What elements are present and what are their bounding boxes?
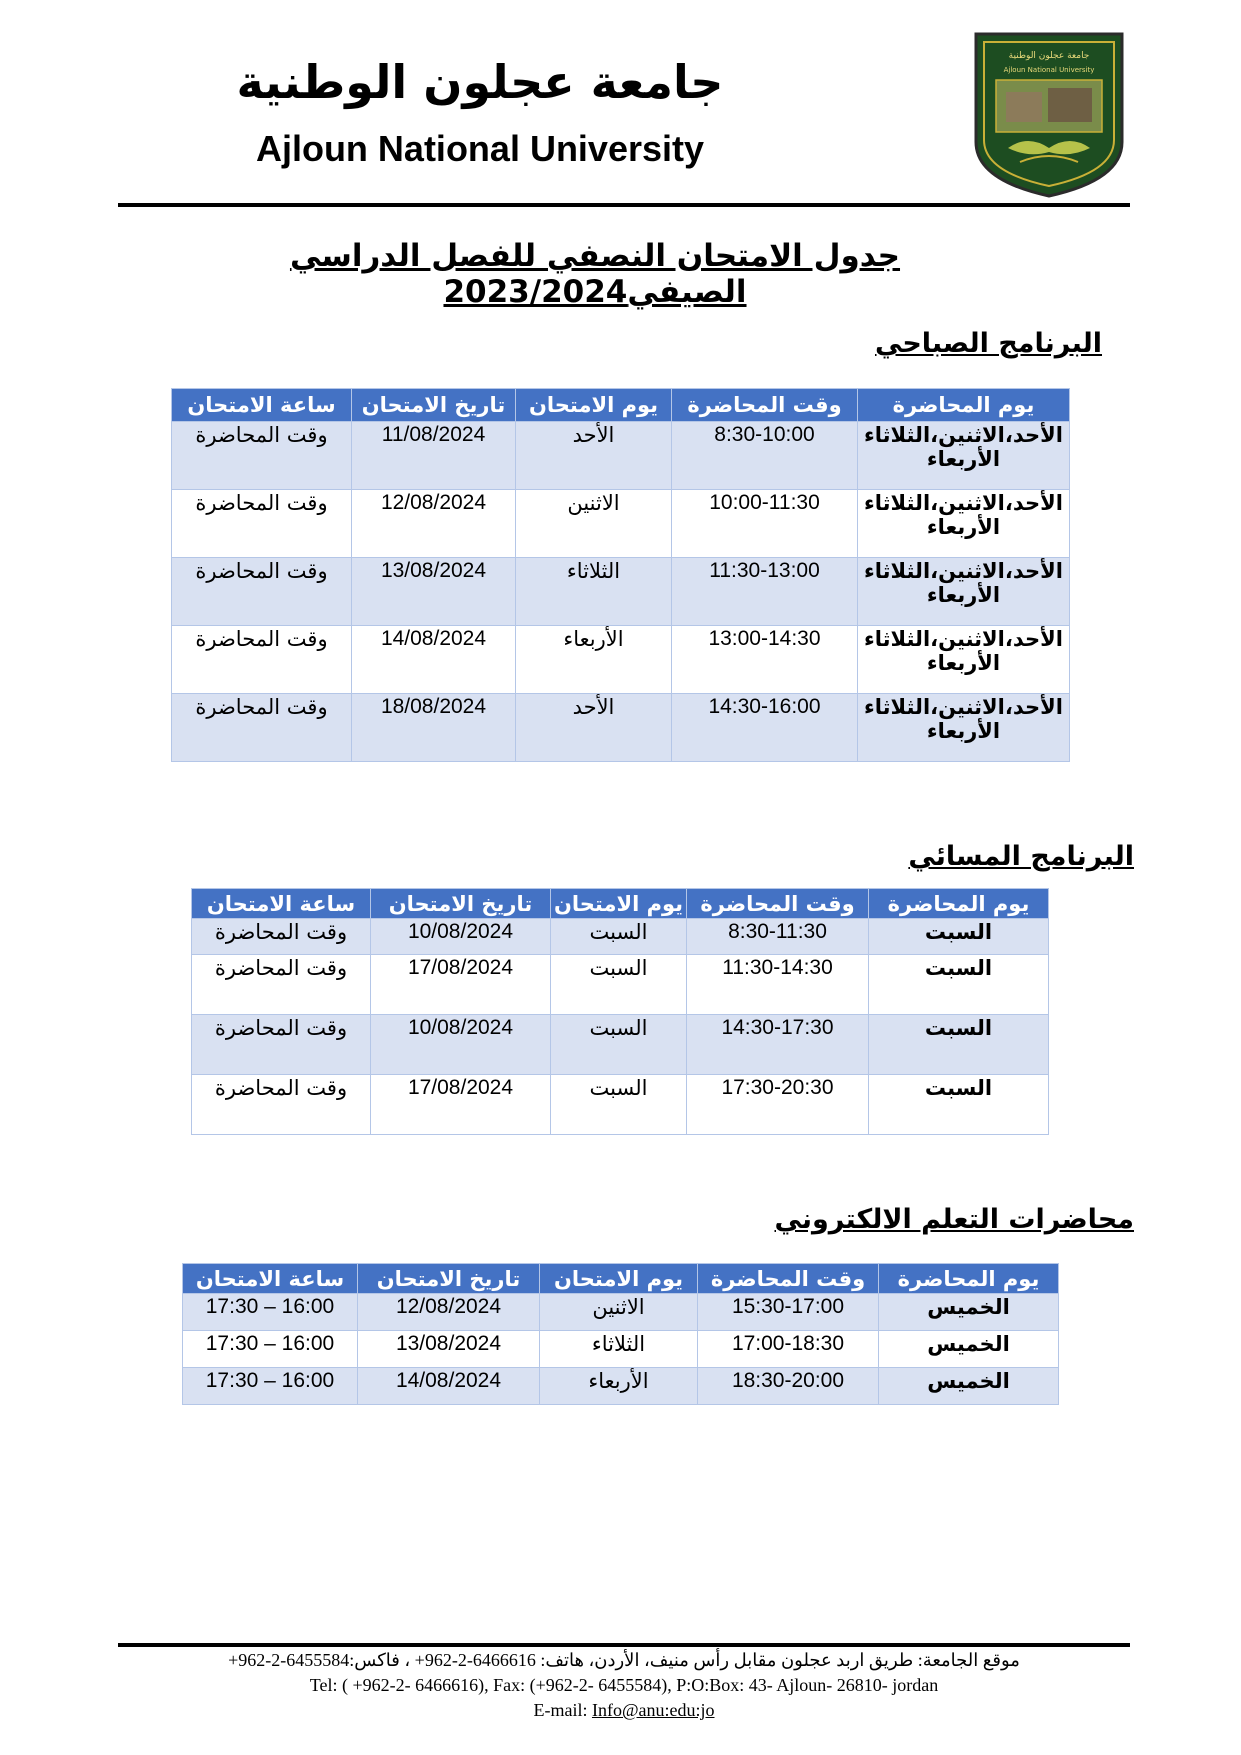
evening-schedule-table (191, 888, 1049, 1135)
exam-day-cell: السبت (551, 919, 687, 955)
lecture-time-cell: 8:30-10:00 (672, 422, 858, 490)
exam-date-cell: 17/08/2024 (371, 955, 551, 1015)
logo-text-arabic: جامعة عجلون الوطنية (1008, 51, 1090, 61)
exam-date-cell: 14/08/2024 (358, 1368, 540, 1405)
column-header-lecture-day: يوم المحاضرة (869, 889, 1049, 919)
lecture-time-cell: 15:30-17:00 (698, 1294, 879, 1331)
column-header-lecture-time: وقت المحاضرة (698, 1264, 879, 1294)
exam-hour-cell: وقت المحاضرة (172, 422, 352, 490)
email-label: E-mail: (533, 1700, 592, 1720)
exam-date-cell: 13/08/2024 (358, 1331, 540, 1368)
column-header-exam-date: تاريخ الامتحان (358, 1264, 540, 1294)
lecture-time-cell: 11:30-14:30 (687, 955, 869, 1015)
lecture-days-cell: السبت (869, 1015, 1049, 1075)
lecture-days-cell: الأحد،الاثنين،الثلاثاء الأربعاء (858, 558, 1070, 626)
table-row (183, 1368, 1059, 1405)
exam-hour-cell: وقت المحاضرة (172, 558, 352, 626)
column-header-exam-day: يوم الامتحان (516, 389, 672, 422)
lecture-time-cell: 8:30-11:30 (687, 919, 869, 955)
morning-schedule-table (171, 388, 1070, 762)
table-row (172, 626, 1070, 694)
exam-date-cell: 12/08/2024 (352, 490, 516, 558)
exam-date-cell: 12/08/2024 (358, 1294, 540, 1331)
table-row (172, 694, 1070, 762)
exam-hour-cell: وقت المحاضرة (192, 919, 371, 955)
column-header-lecture-time: وقت المحاضرة (687, 889, 869, 919)
university-name-english: Ajloun National University (255, 128, 705, 169)
exam-day-cell: الأربعاء (540, 1368, 698, 1405)
elearning-schedule-table (182, 1263, 1059, 1405)
footer-email-line (118, 1700, 1130, 1721)
lecture-days-cell: الأحد،الاثنين،الثلاثاء الأربعاء (858, 694, 1070, 762)
exam-day-cell: الاثنين (540, 1294, 698, 1331)
exam-day-cell: السبت (551, 1075, 687, 1135)
column-header-lecture-day: يوم المحاضرة (879, 1264, 1059, 1294)
exam-day-cell: الأحد (516, 422, 672, 490)
lecture-days-cell: الخميس (879, 1368, 1059, 1405)
header-divider (118, 203, 1130, 207)
lecture-days-cell: الخميس (879, 1294, 1059, 1331)
exam-day-cell: الأحد (516, 694, 672, 762)
lecture-time-cell: 14:30-16:00 (672, 694, 858, 762)
lecture-time-cell: 10:00-11:30 (672, 490, 858, 558)
column-header-exam-date: تاريخ الامتحان (352, 389, 516, 422)
lecture-time-cell: 11:30-13:00 (672, 558, 858, 626)
lecture-days-cell: الأحد،الاثنين،الثلاثاء الأربعاء (858, 422, 1070, 490)
table-row (192, 919, 1049, 955)
university-name-arabic: جامعة عجلون الوطنية (236, 55, 724, 109)
lecture-time-cell: 13:00-14:30 (672, 626, 858, 694)
table-row (192, 955, 1049, 1015)
lecture-days-cell: السبت (869, 955, 1049, 1015)
exam-day-cell: السبت (551, 955, 687, 1015)
footer-contact-english: Tel: ( +962-2- 6466616), Fax: (+962-2- 6455584), P:O:Box: 43- Ajloun- 26810- jordan (309, 1675, 939, 1695)
exam-date-cell: 14/08/2024 (352, 626, 516, 694)
exam-day-cell: الاثنين (516, 490, 672, 558)
exam-hour-cell: 16:00 – 17:30 (183, 1368, 358, 1405)
exam-hour-cell: وقت المحاضرة (172, 626, 352, 694)
column-header-exam-hour: ساعة الامتحان (192, 889, 371, 919)
exam-date-cell: 13/08/2024 (352, 558, 516, 626)
column-header-lecture-time: وقت المحاضرة (672, 389, 858, 422)
column-header-exam-day: يوم الامتحان (551, 889, 687, 919)
evening-section-heading: البرنامج المسائي (908, 841, 1134, 872)
table-row (172, 558, 1070, 626)
table-row (183, 1294, 1059, 1331)
column-header-lecture-day: يوم المحاضرة (858, 389, 1070, 422)
morning-section-heading: البرنامج الصباحي (875, 328, 1102, 359)
lecture-time-cell: 17:00-18:30 (698, 1331, 879, 1368)
table-row (192, 1015, 1049, 1075)
lecture-days-cell: الأحد،الاثنين،الثلاثاء الأربعاء (858, 626, 1070, 694)
lecture-days-cell: السبت (869, 919, 1049, 955)
column-header-exam-hour: ساعة الامتحان (183, 1264, 358, 1294)
exam-date-cell: 10/08/2024 (371, 1015, 551, 1075)
exam-day-cell: الثلاثاء (540, 1331, 698, 1368)
table-row (183, 1331, 1059, 1368)
column-header-exam-date: تاريخ الامتحان (371, 889, 551, 919)
exam-date-cell: 17/08/2024 (371, 1075, 551, 1135)
elearning-section-heading: محاضرات التعلم الالكتروني (774, 1204, 1134, 1235)
exam-hour-cell: وقت المحاضرة (192, 955, 371, 1015)
exam-day-cell: السبت (551, 1015, 687, 1075)
column-header-exam-day: يوم الامتحان (540, 1264, 698, 1294)
page-title: جدول الامتحان النصفي للفصل الدراسي الصيفي2023/2024 (289, 238, 901, 310)
footer-divider (118, 1643, 1130, 1647)
lecture-time-cell: 18:30-20:00 (698, 1368, 879, 1405)
exam-day-cell: الثلاثاء (516, 558, 672, 626)
lecture-days-cell: الأحد،الاثنين،الثلاثاء الأربعاء (858, 490, 1070, 558)
exam-date-cell: 18/08/2024 (352, 694, 516, 762)
table-row (192, 1075, 1049, 1135)
logo-text-english: Ajloun National University (1003, 66, 1095, 74)
footer-address-arabic: موقع الجامعة: طريق اربد عجلون مقابل رأس منيف، الأردن، هاتف: 6466616-2-962+ ، فاكس:6455584-2-962+ (228, 1650, 1020, 1670)
email-link[interactable]: Info@anu:edu:jo (591, 1700, 715, 1720)
exam-hour-cell: وقت المحاضرة (192, 1075, 371, 1135)
lecture-time-cell: 17:30-20:30 (687, 1075, 869, 1135)
exam-hour-cell: 16:00 – 17:30 (183, 1331, 358, 1368)
exam-date-cell: 10/08/2024 (371, 919, 551, 955)
lecture-days-cell: الخميس (879, 1331, 1059, 1368)
exam-hour-cell: وقت المحاضرة (172, 694, 352, 762)
exam-hour-cell: وقت المحاضرة (172, 490, 352, 558)
exam-hour-cell: 16:00 – 17:30 (183, 1294, 358, 1331)
exam-date-cell: 11/08/2024 (352, 422, 516, 490)
exam-day-cell: الأربعاء (516, 626, 672, 694)
lecture-days-cell: السبت (869, 1075, 1049, 1135)
exam-hour-cell: وقت المحاضرة (192, 1015, 371, 1075)
table-row (172, 422, 1070, 490)
column-header-exam-hour: ساعة الامتحان (172, 389, 352, 422)
university-logo (968, 30, 1130, 200)
table-row (172, 490, 1070, 558)
lecture-time-cell: 14:30-17:30 (687, 1015, 869, 1075)
